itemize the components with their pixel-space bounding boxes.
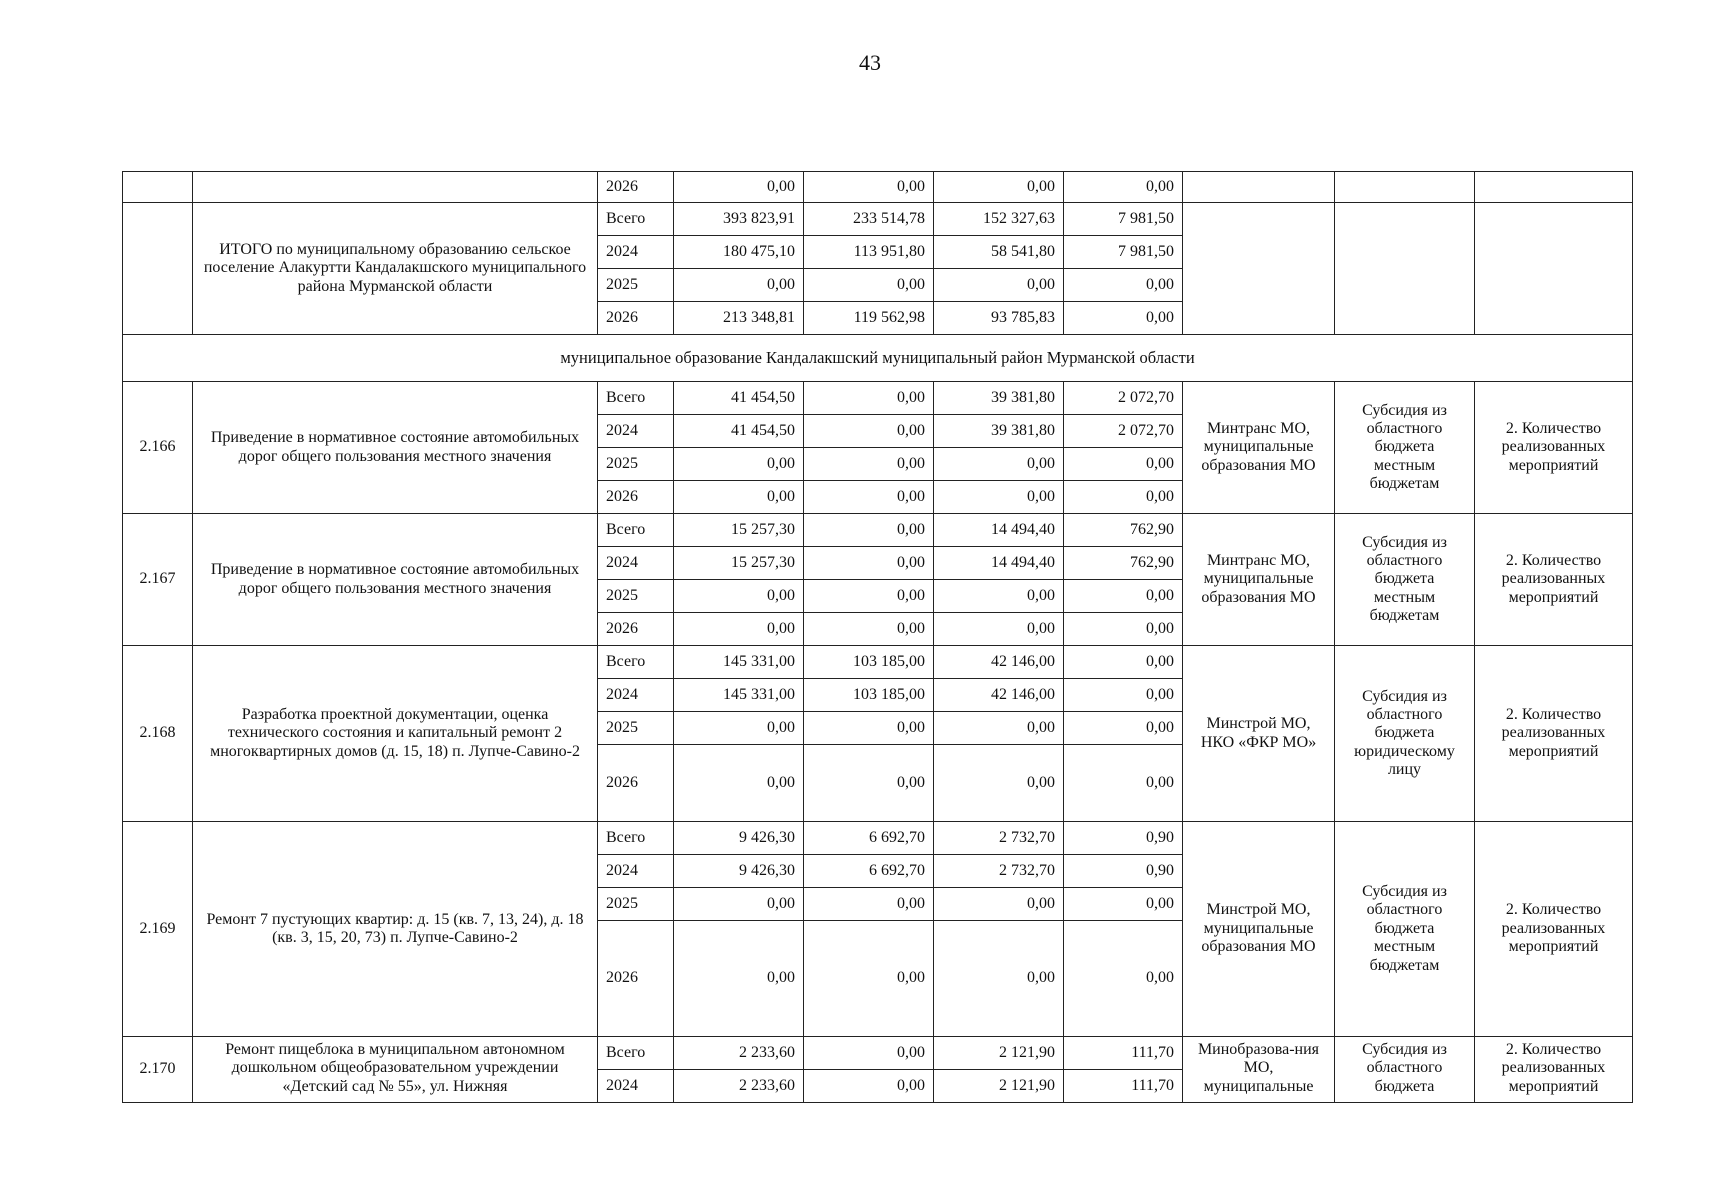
- value-federal-cell: 0,00: [804, 888, 934, 921]
- value-total-cell: 9 426,30: [674, 822, 804, 855]
- year-cell: 2024: [598, 415, 674, 448]
- item-code: 2.167: [123, 514, 193, 646]
- value-total-cell: 180 475,10: [674, 236, 804, 269]
- value-regional-cell: 0,00: [934, 613, 1064, 646]
- value-regional-cell: 2 121,90: [934, 1070, 1064, 1103]
- value-federal-cell: 0,00: [804, 1037, 934, 1070]
- value-total-cell: 145 331,00: [674, 646, 804, 679]
- indicator-cell: 2. Количество реализованных мероприятий: [1475, 646, 1633, 822]
- value-regional-cell: 58 541,80: [934, 236, 1064, 269]
- value-local-cell: 111,70: [1064, 1037, 1183, 1070]
- year-cell: 2024: [598, 679, 674, 712]
- mechanism-cell: Субсидия из областного бюджета: [1335, 1037, 1475, 1103]
- value-total-cell: 2 233,60: [674, 1037, 804, 1070]
- value-regional-cell: 0,00: [934, 481, 1064, 514]
- item-name: Ремонт пищеблока в муниципальном автономном дошкольном общеобразовательном учреждении «Детский сад № 55», ул. Нижняя: [193, 1037, 598, 1103]
- value-local-cell: 0,00: [1064, 679, 1183, 712]
- value-regional-cell: 2 732,70: [934, 855, 1064, 888]
- value-local-cell: 0,00: [1064, 580, 1183, 613]
- value-regional-cell: 0,00: [934, 172, 1064, 203]
- year-cell: 2024: [598, 855, 674, 888]
- value-federal-cell: 6 692,70: [804, 822, 934, 855]
- item-name: Ремонт 7 пустующих квартир: д. 15 (кв. 7, 13, 24), д. 18 (кв. 3, 15, 20, 73) п. Лупче-Савино-2: [193, 822, 598, 1037]
- value-federal-cell: 0,00: [804, 382, 934, 415]
- value-federal-cell: 0,00: [804, 1070, 934, 1103]
- code-cell: [123, 172, 193, 203]
- mechanism-cell: Субсидия из областного бюджета местным бюджетам: [1335, 514, 1475, 646]
- value-local-cell: 7 981,50: [1064, 203, 1183, 236]
- value-federal-cell: 103 185,00: [804, 679, 934, 712]
- value-federal-cell: 0,00: [804, 481, 934, 514]
- value-regional-cell: 152 327,63: [934, 203, 1064, 236]
- value-local-cell: 7 981,50: [1064, 236, 1183, 269]
- item-code: 2.169: [123, 822, 193, 1037]
- item-name: Разработка проектной документации, оценка технического состояния и капитальный ремонт 2 многоквартирных домов (д. 15, 18) п. Лупче-Савино-2: [193, 646, 598, 822]
- carry-over-row: [123, 172, 1633, 203]
- year-cell: 2024: [598, 547, 674, 580]
- value-local-cell: 0,00: [1064, 646, 1183, 679]
- value-total-cell: 0,00: [674, 921, 804, 1037]
- executor-cell: Минтранс МО, муниципальные образования МО: [1183, 382, 1335, 514]
- year-cell: 2026: [598, 302, 674, 335]
- value-total-cell: 0,00: [674, 613, 804, 646]
- value-federal-cell: 103 185,00: [804, 646, 934, 679]
- indicator-cell: [1475, 203, 1633, 335]
- value-local-cell: 0,00: [1064, 481, 1183, 514]
- mechanism-cell: Субсидия из областного бюджета юридическому лицу: [1335, 646, 1475, 822]
- table-row: [123, 514, 1633, 547]
- value-regional-cell: 39 381,80: [934, 415, 1064, 448]
- item-code: 2.170: [123, 1037, 193, 1103]
- table-row: [123, 382, 1633, 415]
- value-local-cell: 0,00: [1064, 888, 1183, 921]
- item-name: Приведение в нормативное состояние автомобильных дорог общего пользования местного значения: [193, 382, 598, 514]
- indicator-cell: 2. Количество реализованных мероприятий: [1475, 382, 1633, 514]
- year-cell: Всего: [598, 203, 674, 236]
- value-regional-cell: 0,00: [934, 745, 1064, 822]
- value-federal-cell: 0,00: [804, 580, 934, 613]
- indicator-cell: 2. Количество реализованных мероприятий: [1475, 514, 1633, 646]
- year-cell: 2026: [598, 172, 674, 203]
- executor-cell: Минстрой МО, муниципальные образования МО: [1183, 822, 1335, 1037]
- executor-cell: [1183, 172, 1335, 203]
- executor-cell: Минтранс МО, муниципальные образования МО: [1183, 514, 1335, 646]
- value-federal-cell: 0,00: [804, 415, 934, 448]
- value-local-cell: 0,00: [1064, 613, 1183, 646]
- value-regional-cell: 0,00: [934, 921, 1064, 1037]
- value-total-cell: 0,00: [674, 481, 804, 514]
- executor-cell: [1183, 203, 1335, 335]
- executor-cell: Минобразова-ния МО, муниципальные: [1183, 1037, 1335, 1103]
- total-title: ИТОГО по муниципальному образованию сельское поселение Алакуртти Кандалакшского муниципального района Мурманской области: [193, 203, 598, 335]
- year-cell: 2025: [598, 712, 674, 745]
- year-cell: 2025: [598, 580, 674, 613]
- value-total-cell: 41 454,50: [674, 382, 804, 415]
- item-code: 2.166: [123, 382, 193, 514]
- executor-cell: Минстрой МО, НКО «ФКР МО»: [1183, 646, 1335, 822]
- value-local-cell: 762,90: [1064, 514, 1183, 547]
- value-local-cell: 2 072,70: [1064, 415, 1183, 448]
- year-cell: Всего: [598, 382, 674, 415]
- value-total-cell: 2 233,60: [674, 1070, 804, 1103]
- value-federal-cell: 0,00: [804, 547, 934, 580]
- value-local-cell: 0,90: [1064, 855, 1183, 888]
- year-cell: 2025: [598, 269, 674, 302]
- value-local-cell: 0,90: [1064, 822, 1183, 855]
- mechanism-cell: [1335, 203, 1475, 335]
- indicator-cell: 2. Количество реализованных мероприятий: [1475, 1037, 1633, 1103]
- value-federal-cell: 0,00: [804, 172, 934, 203]
- value-total-cell: 15 257,30: [674, 547, 804, 580]
- table-row: [123, 646, 1633, 679]
- value-total-cell: 0,00: [674, 172, 804, 203]
- value-local-cell: 0,00: [1064, 745, 1183, 822]
- year-cell: Всего: [598, 646, 674, 679]
- value-total-cell: 145 331,00: [674, 679, 804, 712]
- table-row: [123, 822, 1633, 855]
- value-local-cell: 111,70: [1064, 1070, 1183, 1103]
- value-federal-cell: 0,00: [804, 921, 934, 1037]
- page-number: 43: [859, 50, 881, 75]
- value-federal-cell: 0,00: [804, 448, 934, 481]
- mechanism-cell: [1335, 172, 1475, 203]
- value-regional-cell: 0,00: [934, 580, 1064, 613]
- value-total-cell: 0,00: [674, 888, 804, 921]
- year-cell: 2026: [598, 481, 674, 514]
- value-total-cell: 393 823,91: [674, 203, 804, 236]
- value-local-cell: 0,00: [1064, 172, 1183, 203]
- year-cell: Всего: [598, 1037, 674, 1070]
- year-cell: 2024: [598, 236, 674, 269]
- value-federal-cell: 119 562,98: [804, 302, 934, 335]
- section-title: муниципальное образование Кандалакшский муниципальный район Мурманской области: [123, 335, 1633, 382]
- value-regional-cell: 0,00: [934, 269, 1064, 302]
- value-federal-cell: 113 951,80: [804, 236, 934, 269]
- year-cell: 2025: [598, 448, 674, 481]
- value-local-cell: 0,00: [1064, 269, 1183, 302]
- value-federal-cell: 0,00: [804, 514, 934, 547]
- value-federal-cell: 233 514,78: [804, 203, 934, 236]
- value-federal-cell: 0,00: [804, 745, 934, 822]
- year-cell: 2026: [598, 613, 674, 646]
- year-cell: Всего: [598, 514, 674, 547]
- value-total-cell: 15 257,30: [674, 514, 804, 547]
- value-total-cell: 0,00: [674, 745, 804, 822]
- value-total-cell: 0,00: [674, 269, 804, 302]
- value-regional-cell: 0,00: [934, 888, 1064, 921]
- mechanism-cell: Субсидия из областного бюджета местным бюджетам: [1335, 382, 1475, 514]
- value-local-cell: 0,00: [1064, 302, 1183, 335]
- value-federal-cell: 0,00: [804, 712, 934, 745]
- mechanism-cell: Субсидия из областного бюджета местным бюджетам: [1335, 822, 1475, 1037]
- value-local-cell: 0,00: [1064, 448, 1183, 481]
- indicator-cell: 2. Количество реализованных мероприятий: [1475, 822, 1633, 1037]
- code-cell: [123, 203, 193, 335]
- value-regional-cell: 2 121,90: [934, 1037, 1064, 1070]
- value-regional-cell: 39 381,80: [934, 382, 1064, 415]
- value-regional-cell: 42 146,00: [934, 646, 1064, 679]
- year-cell: 2025: [598, 888, 674, 921]
- value-federal-cell: 6 692,70: [804, 855, 934, 888]
- indicator-cell: [1475, 172, 1633, 203]
- value-regional-cell: 42 146,00: [934, 679, 1064, 712]
- value-local-cell: 2 072,70: [1064, 382, 1183, 415]
- year-cell: 2026: [598, 921, 674, 1037]
- value-federal-cell: 0,00: [804, 613, 934, 646]
- value-regional-cell: 14 494,40: [934, 547, 1064, 580]
- value-regional-cell: 2 732,70: [934, 822, 1064, 855]
- budget-table: [122, 171, 1633, 1103]
- year-cell: 2024: [598, 1070, 674, 1103]
- value-local-cell: 0,00: [1064, 921, 1183, 1037]
- total-row: [123, 203, 1633, 236]
- item-code: 2.168: [123, 646, 193, 822]
- table-row: [123, 1037, 1633, 1070]
- name-cell: [193, 172, 598, 203]
- value-total-cell: 0,00: [674, 580, 804, 613]
- value-total-cell: 41 454,50: [674, 415, 804, 448]
- value-total-cell: 9 426,30: [674, 855, 804, 888]
- value-regional-cell: 14 494,40: [934, 514, 1064, 547]
- value-regional-cell: 93 785,83: [934, 302, 1064, 335]
- value-local-cell: 0,00: [1064, 712, 1183, 745]
- value-total-cell: 213 348,81: [674, 302, 804, 335]
- value-federal-cell: 0,00: [804, 269, 934, 302]
- item-name: Приведение в нормативное состояние автомобильных дорог общего пользования местного значения: [193, 514, 598, 646]
- value-regional-cell: 0,00: [934, 448, 1064, 481]
- value-total-cell: 0,00: [674, 448, 804, 481]
- value-local-cell: 762,90: [1064, 547, 1183, 580]
- year-cell: 2026: [598, 745, 674, 822]
- value-total-cell: 0,00: [674, 712, 804, 745]
- value-regional-cell: 0,00: [934, 712, 1064, 745]
- section-row: [123, 335, 1633, 382]
- year-cell: Всего: [598, 822, 674, 855]
